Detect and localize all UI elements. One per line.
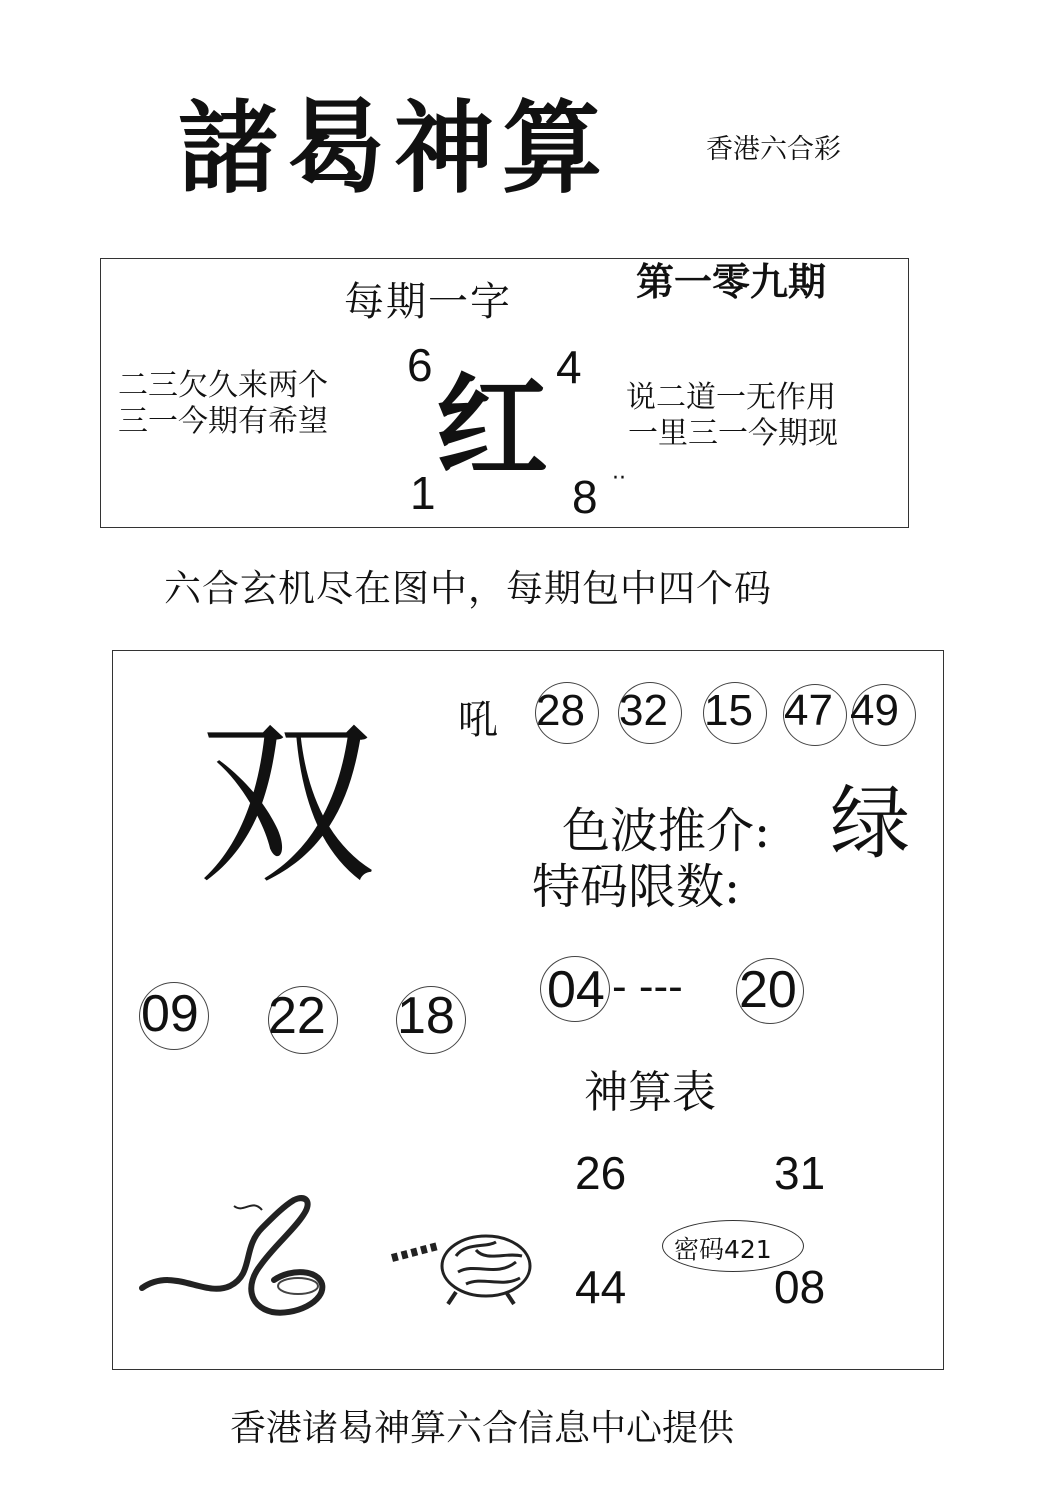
corner-number-bottom-right: 8 [572,471,598,523]
table-number-1: 26 [575,1147,627,1199]
footer-credit: 香港诸曷神算六合信息中心提供 [230,1408,735,1449]
color-recommend-label: 色波推介: [562,803,771,859]
table-number-4: 08 [774,1261,826,1313]
page-subtitle: 香港六合彩 [706,134,841,165]
issue-number: 第一零九期 [636,260,827,304]
slogan: 六合玄机尽在图中，每期包中四个码 [164,567,772,610]
big-character-red: 红 [436,363,548,493]
table-title: 神算表 [584,1067,716,1118]
top-number-2: 32 [619,686,668,735]
number-limit-label: 特码限数: [532,859,741,915]
big-character-double: 双 [198,701,376,908]
top-number-1: 28 [536,686,585,735]
top-left-line-1: 二三欠久来两个 [118,368,328,403]
top-number-5: 49 [850,686,899,735]
password-text: 密码421 [674,1235,772,1264]
top-numbers-prefix: 吼 [458,697,498,743]
snake-icon [134,1188,334,1328]
top-number-3: 15 [704,686,753,735]
color-recommend-value: 绿 [830,777,910,870]
range-start-number: 04 [547,961,605,1019]
circled-number-2: 22 [268,987,326,1045]
range-dash: - --- [612,962,683,1011]
range-end-number: 20 [739,961,797,1019]
ellipsis-mark: ·· [612,466,626,491]
top-left-line-2: 三一今期有希望 [118,404,328,439]
top-number-4: 47 [784,686,833,735]
page-title: 諸曷神算 [178,89,610,207]
corner-number-bottom-left: 1 [410,467,436,519]
table-number-2: 31 [774,1147,826,1199]
table-number-3: 44 [575,1261,627,1313]
top-right-line-1: 说二道一无作用 [626,380,836,415]
top-box-heading: 每期一字 [344,279,512,325]
circled-number-1: 09 [141,985,199,1043]
top-right-line-2: 一里三一今期现 [628,416,838,451]
corner-number-top-left: 6 [407,339,433,391]
tiger-icon [386,1222,536,1306]
circled-number-3: 18 [397,987,455,1045]
corner-number-top-right: 4 [556,341,582,393]
